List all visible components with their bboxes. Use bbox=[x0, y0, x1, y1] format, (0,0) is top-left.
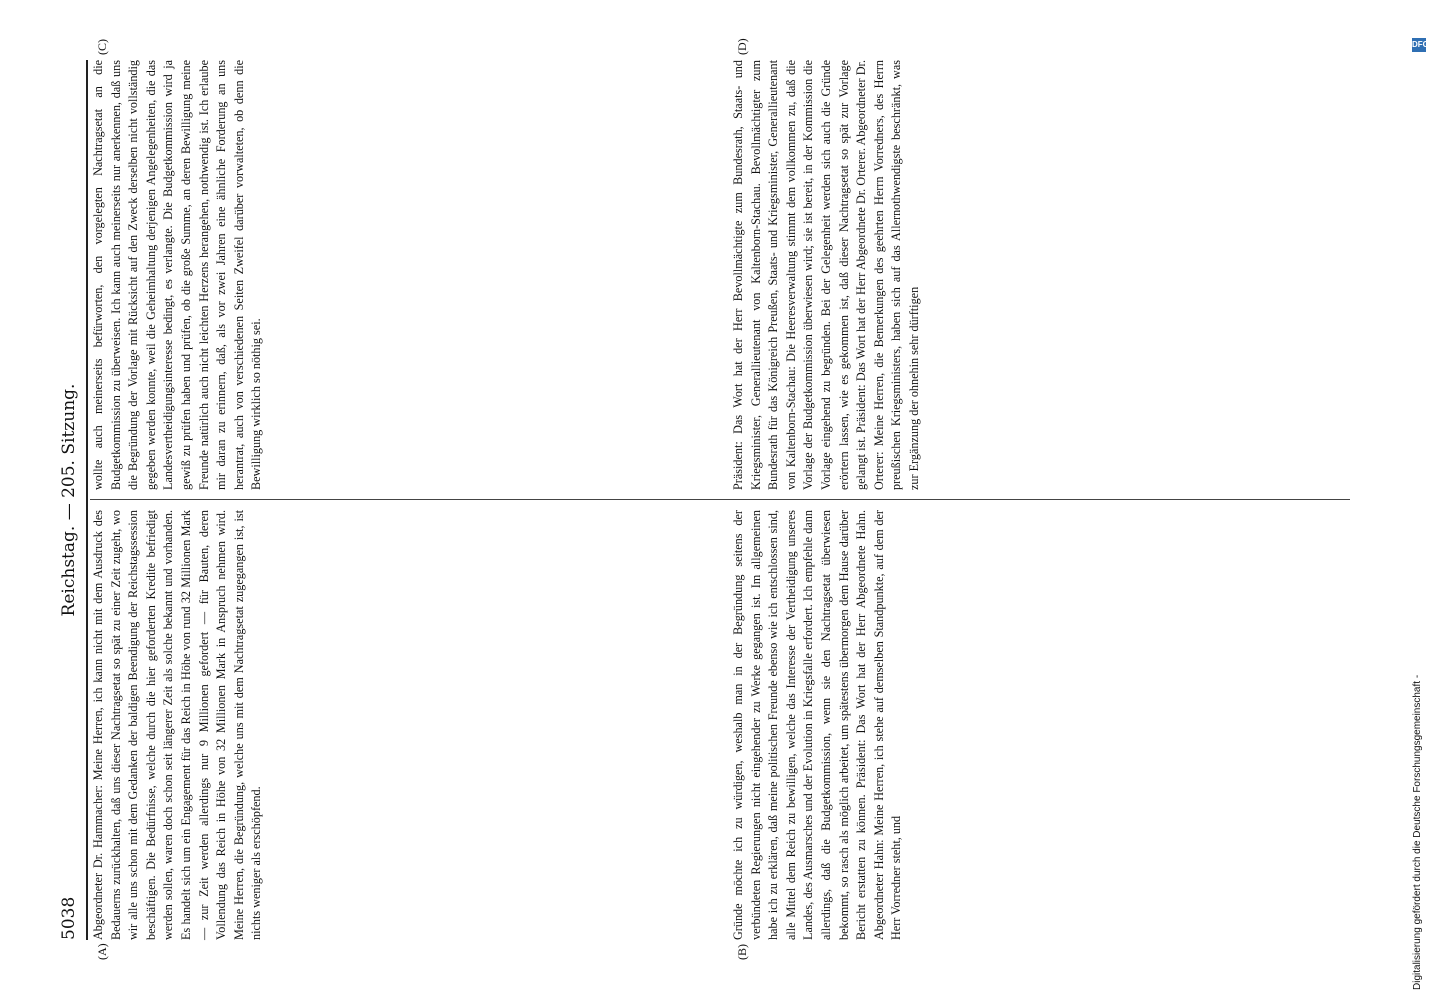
page-number: 5038 bbox=[59, 896, 79, 940]
paragraph-mark-c: (C) bbox=[95, 39, 109, 55]
page-header bbox=[55, 60, 83, 940]
column-text: Präsident: Das Wort hat der Herr Bevollmächtigte zum Bundesrath, Staats- und Kriegsminister, Generallieutenant von Kaltenborn-Stachau. Bevollmächtigter zum Bundesrath für das Königreich Preußen, Staats- und Kriegsminister, Generallieutenant von Kaltenborn-Stachau: Die Heeresverwaltung stimmt dem vollkommen zu, daß die Vorlage der Budgetkommission überwiesen wird; sie ist bereit, in der Kommission die Vorlage eingehend zu begründen. Bei der Gelegenheit werden sich auch die Gründe erörtern lassen, wie es gekommen ist, daß dieser Nachtragsetat so spät zur Vorlage gelangt ist. Präsident: Das Wort hat der Herr Abgeordnete Dr. Orterer. Abgeordneter Dr. Orterer: Meine Herren, die Bemerkungen des geehrten Herrn Vorredners, des Herrn preußischen Kriegsministers, haben sich auf das Allernothwendigste beschränkt, was zur Ergänzung der ohnehin sehr dürftigen bbox=[731, 60, 921, 490]
paragraph-mark-d: (D) bbox=[735, 38, 749, 55]
column-text: wollte auch meinerseits befürworten, den vorgelegten Nachtragsetat an die Budgetkommission zu überweisen. Ich kann auch meinerseits nur anerkennen, daß uns die Begründung der Vorlage mit Rücksicht auf den Zweck derselben nicht vollständig gegeben werden konnte, weil die Geheimhaltung derjenigen Angelegenheiten, die das Landesvertheidigungsinteresse bedingt, es verlangte. Die Budgetkommission wird ja gewiß zu prüfen haben und prüfen, ob die große Summe, an deren Bewilligung meine Freunde natürlich auch nicht leichten Herzens herangehen, nothwendig ist. Ich erlaube mir daran zu erinnern, daß, als vor zwei Jahren eine ähnliche Forderung an uns herantrat, auch von verschiedenen Seiten Zweifel darüber vorwalteten, ob denn die Bewilligung wirklich so nöthig sei. bbox=[91, 60, 264, 490]
column-right-bottom bbox=[730, 60, 1350, 490]
header-rule bbox=[86, 60, 88, 940]
column-right-top bbox=[90, 60, 680, 490]
column-left-top bbox=[90, 510, 680, 940]
digitization-credit: Digitalisierung gefördert durch die Deutsche Forschungsgemeinschaft - bbox=[1412, 674, 1423, 990]
column-text: Abgeordneter Dr. Hammacher: Meine Herren, ich kann nicht mit dem Ausdruck des Bedauerns zurückhalten, daß uns dieser Nachtragsetat so spät zu einer Zeit zugeht, wo wir alle uns schon mit dem Gedanken der baldigen Beendigung der Reichstagssession beschäftigen. Die Bedürfnisse, welche durch die hier geforderten Kredite befriedigt werden sollen, waren doch schon seit längerer Zeit als solche bekannt und vorhanden. Es handelt sich um ein Engagement für das Reich in Höhe von rund 32 Millionen Mark — zur Zeit werden allerdings nur 9 Millionen gefordert — für Bauten, deren Vollendung das Reich in Höhe von 32 Millionen Mark in Anspruch nehmen wird. Meine Herren, die Begründung, welche uns mit dem Nachtragsetat zugegangen ist, ist nichts weniger als erschöpfend. bbox=[91, 510, 264, 940]
paragraph-mark-a: (A) bbox=[95, 943, 109, 960]
paragraph-mark-b: (B) bbox=[735, 944, 749, 960]
column-left-bottom bbox=[730, 510, 1350, 940]
session-title: Reichstag. — 205. Sitzung. bbox=[59, 383, 79, 617]
dfg-logo: DFG bbox=[1412, 38, 1426, 52]
column-divider bbox=[90, 499, 1350, 500]
column-text: Gründe möchte ich zu würdigen, weshalb man in der Begründung seitens der verbündeten Regierungen nicht eingehender zu Werke gegangen ist. Im allgemeinen habe ich zu erklären, daß meine politischen Freunde ebenso wie ich entschlossen sind, alle Mittel dem Reich zu bewilligen, welche das Interesse der Vertheidigung unseres Landes, des Ausmarsches und der Evolution in Kriegsfalle erfordert. Ich empfehle dann allerdings, daß die Budgetkommission, wenn sie den Nachtragsetat überwiesen bekommt, so rasch als möglich arbeitet, um spätestens übermorgen dem Hause darüber Bericht erstatten zu können. Präsident: Das Wort hat der Herr Abgeordnete Hahn. Abgeordneter Hahn: Meine Herren, ich stehe auf demselben Standpunkte, auf dem der Herr Vorredner steht, und bbox=[731, 510, 904, 940]
